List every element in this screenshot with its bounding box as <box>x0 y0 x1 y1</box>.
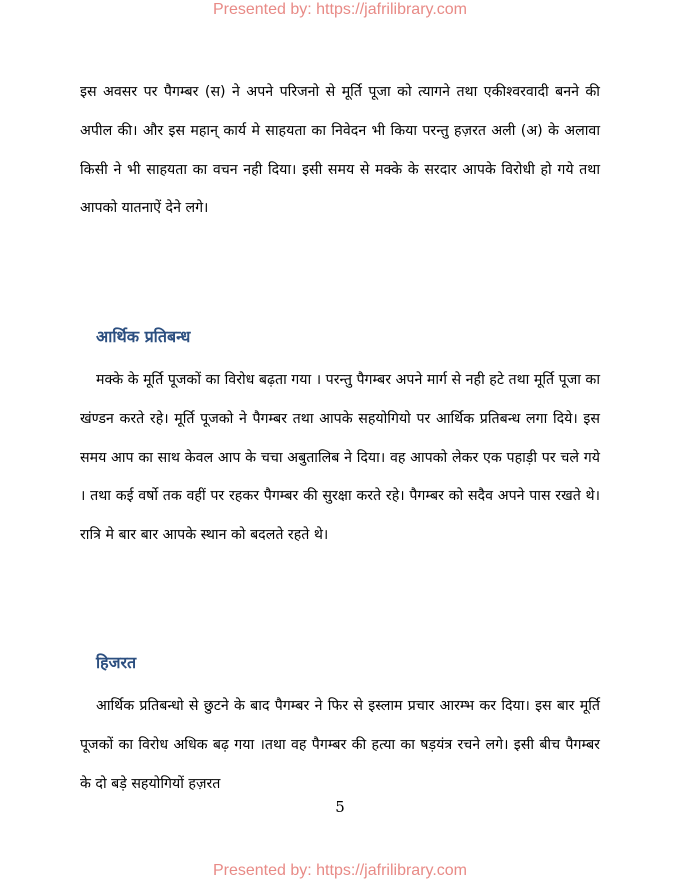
paragraph-sanctions: मक्के के मूर्ति पूजकों का विरोध बढ़ता गया । परन्तु पैगम्बर अपने मार्ग से नही हटे तथा मूर्ति पूजा का खंण्डन करते रहे। मूर्ति पूजको ने पैगम्बर तथा आपके सहयोगियो पर आर्थिक प्रतिबन्ध लगा दिये। इस समय आप का साथ केवल आप के चचा अबुतालिब ने दिया। वह आपको लेकर एक पहाड़ी पर चले गये । तथा कई वर्षो तक वहीं पर रहकर पैगम्बर की सुरक्षा करते रहे। पैगम्बर को सदैव अपने पास रखते थे। रात्रि मे बार बार आपके स्थान को बदलते रहते थे। <box>80 372 600 544</box>
watermark-bottom: Presented by: https://jafrilibrary.com <box>212 862 468 879</box>
paragraph-hijrat: आर्थिक प्रतिबन्धो से छुटने के बाद पैगम्बर ने फिर से इस्लाम प्रचार आरम्भ कर दिया। इस बार मूर्ति पूजकों का विरोध अधिक बढ़ गया ।तथा वह पैगम्बर की हत्या का षड़यंत्र रचने लगे। इसी बीच पैगम्बर के दो बड़े सहयोगियों हज़रत <box>80 698 600 792</box>
watermark-top: Presented by: https://jafrilibrary.com <box>212 1 468 18</box>
paragraph-intro: इस अवसर पर पैगम्बर (स) ने अपने परिजनो से मूर्ति पूजा को त्यागने तथा एकीश्वरवादी बनने की अपील की। और इस महान् कार्य मे साहयता का निवेदन भी किया परन्तु हज़रत अली (अ) के अलावा किसी ने भी साहयता का वचन नही दिया। इसी समय से मक्के के सरदार आपके विरोधी हो गये तथा आपको यातनाऐं देने लगे। <box>80 84 600 217</box>
heading-economic-sanctions: आर्थिक प्रतिबन्ध <box>96 327 191 346</box>
heading-hijrat: हिजरत <box>96 653 137 672</box>
page-number: 5 <box>335 798 345 816</box>
